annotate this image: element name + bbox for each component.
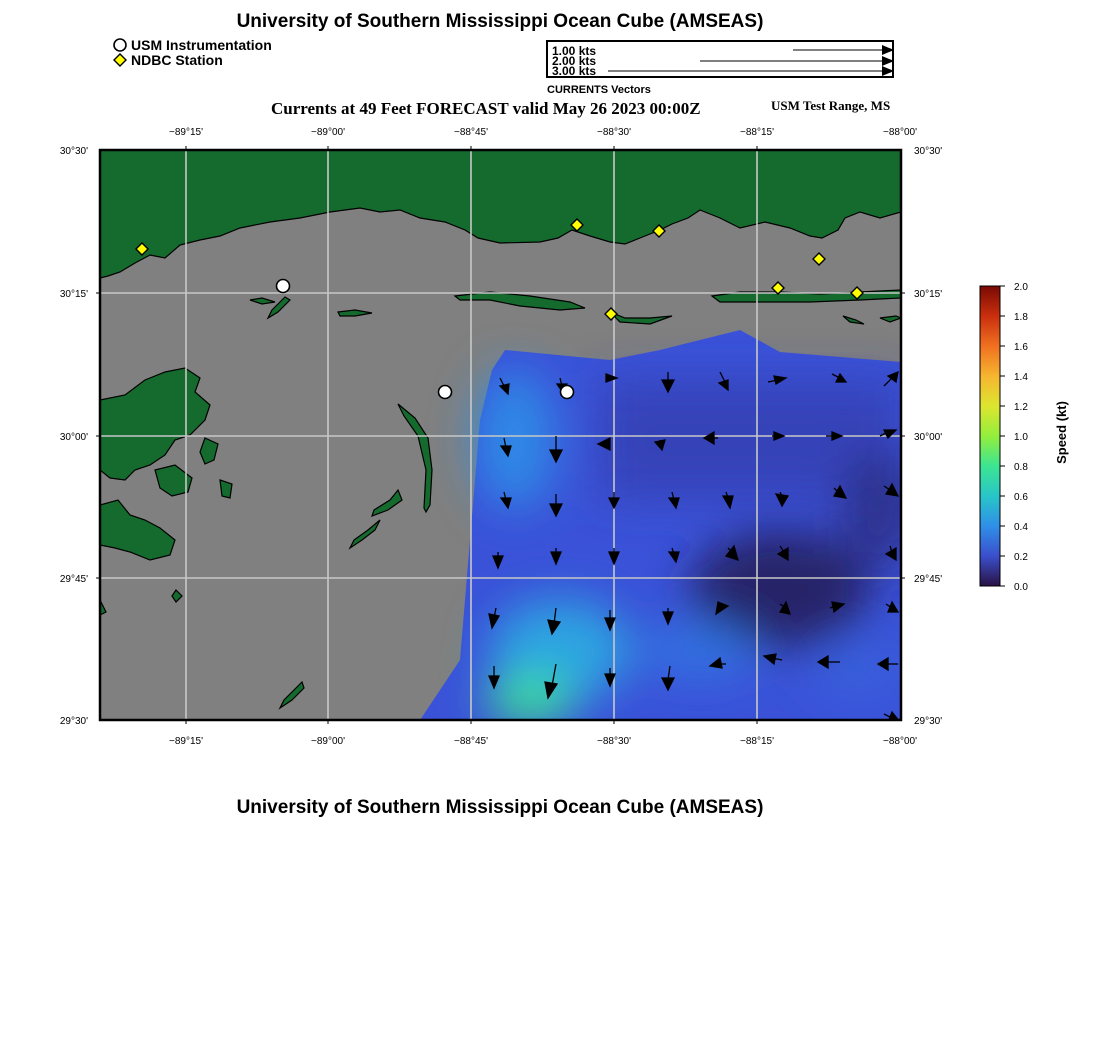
lat-tick-label: 29°30' (59, 716, 88, 727)
colorbar-tick-label: 0.0 (1014, 582, 1028, 593)
lon-tick-label: −88°45' (454, 736, 488, 747)
lat-tick-label: 30°00' (59, 432, 88, 443)
lon-tick-label: −88°15' (740, 736, 774, 747)
vector-scale-caption: CURRENTS Vectors (547, 84, 651, 96)
lat-tick-label: 30°15' (914, 289, 943, 300)
lon-tick-label: −88°30' (597, 127, 631, 138)
map-frame-content (100, 150, 920, 725)
usm-instrument-marker (439, 386, 452, 399)
lat-tick-label: 30°30' (914, 146, 943, 157)
colorbar-tick-label: 1.4 (1014, 372, 1028, 383)
lat-tick-label: 29°30' (914, 716, 943, 727)
colorbar-label: Speed (kt) (1053, 401, 1069, 464)
colorbar-tick-label: 1.2 (1014, 402, 1028, 413)
colorbar-tick-label: 2.0 (1014, 282, 1028, 293)
colorbar-tick-label: 0.2 (1014, 552, 1028, 563)
lon-tick-label: −89°15' (169, 736, 203, 747)
lon-tick-label: −88°30' (597, 736, 631, 747)
usm-instrument-marker (561, 386, 574, 399)
colorbar-tick-label: 0.4 (1014, 522, 1028, 533)
lat-tick-label: 29°45' (59, 574, 88, 585)
usm-instrument-marker (277, 280, 290, 293)
lat-tick-label: 30°30' (59, 146, 88, 157)
vector-scale-label: 2.00 kts (552, 54, 597, 68)
lon-tick-label: −88°45' (454, 127, 488, 138)
lon-tick-label: −89°15' (169, 127, 203, 138)
colorbar-tick-label: 1.8 (1014, 312, 1028, 323)
footer-title: University of Southern Mississippi Ocean Cube (AMSEAS) (236, 797, 764, 818)
colorbar-tick-label: 0.6 (1014, 492, 1028, 503)
map-title: University of Southern Mississippi Ocean Cube (AMSEAS) (236, 11, 764, 32)
vector-scale-label: 3.00 kts (552, 64, 597, 78)
lat-tick-label: 29°45' (914, 574, 943, 585)
map-subtitle: Currents at 49 Feet FORECAST valid May 26 2023 00:00Z (271, 99, 701, 118)
colorbar (980, 282, 1028, 593)
lon-tick-label: −88°15' (740, 127, 774, 138)
colorbar-tick-label: 1.6 (1014, 342, 1028, 353)
lat-tick-label: 30°15' (59, 289, 88, 300)
colorbar-tick-label: 1.0 (1014, 432, 1028, 443)
colorbar-tick-label: 0.8 (1014, 462, 1028, 473)
lon-tick-label: −88°00' (883, 736, 917, 747)
lat-tick-label: 30°00' (914, 432, 943, 443)
vector-scale-label: 1.00 kts (552, 44, 597, 58)
lon-tick-label: −89°00' (311, 736, 345, 747)
region-label: USM Test Range, MS (771, 98, 891, 113)
colorbar-gradient (980, 286, 1000, 586)
lon-tick-label: −89°00' (311, 127, 345, 138)
legend-usm-label: USM Instrumentation (131, 37, 272, 53)
lon-tick-label: −88°00' (883, 127, 917, 138)
legend-ndbc-label: NDBC Station (131, 52, 223, 68)
